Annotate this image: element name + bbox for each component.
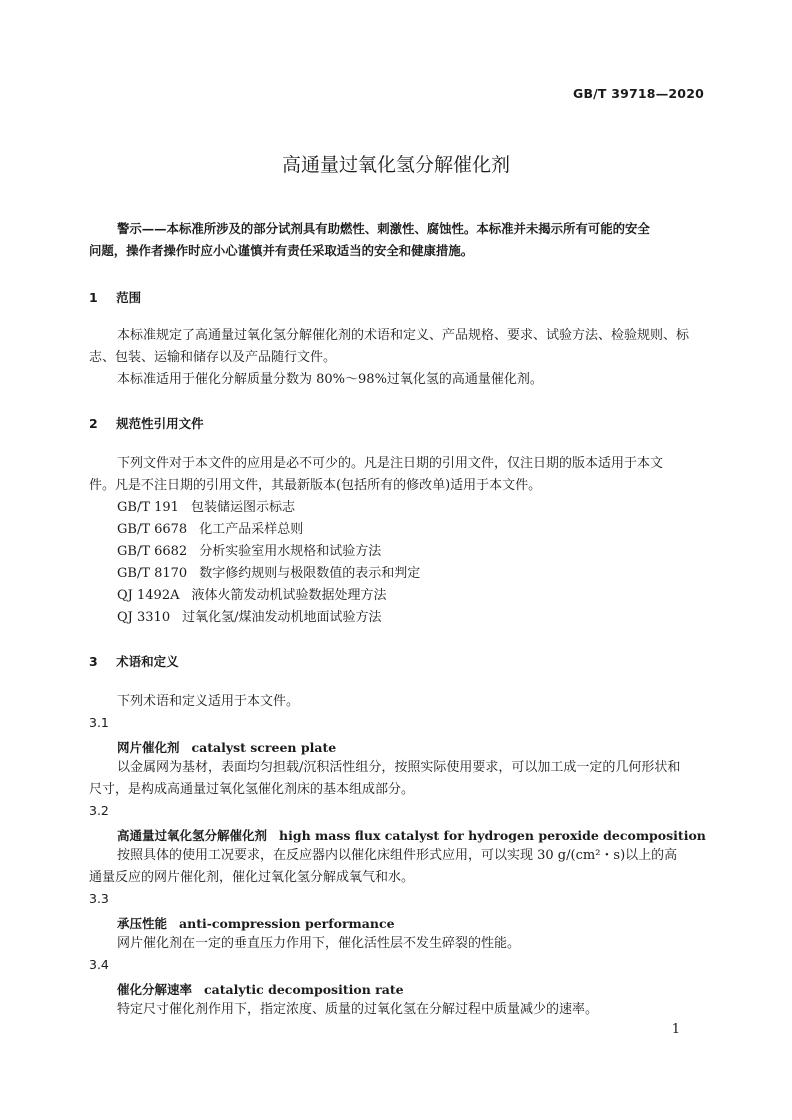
section-3-heading [89,652,179,670]
term-english: catalyst screen plate [191,740,337,755]
term-number: 3.1 [89,715,109,730]
reference-title: 化工产品采样总则 [199,522,304,537]
term-chinese: 高通量过氧化氢分解催化剂 [117,828,268,843]
reference-item [117,497,295,519]
page-number: 1 [671,1022,680,1037]
reference-item [117,585,387,607]
reference-item [117,563,420,585]
term-heading [117,825,706,844]
term-definition-line-1: 网片催化剂在一定的垂直压力作用下，催化活性层不发生碎裂的性能。 [117,936,521,951]
term-definition-line-1: 特定尺寸催化剂作用下，指定浓度、质量的过氧化氢在分解过程中质量减少的速率。 [117,1002,599,1017]
term-number: 3.4 [89,957,109,972]
reference-item [117,519,303,541]
section-1-number: 1 [89,290,98,305]
reference-title: 过氧化氢/煤油发动机地面试验方法 [182,610,382,625]
reference-code: QJ 1492A [117,588,180,603]
section-2-para-line-1: 下列文件对于本文件的应用是必不可少的。凡是注日期的引用文件，仅注日期的版本适用于本文 [117,456,664,471]
reference-code: GB/T 191 [117,500,179,515]
reference-code: GB/T 6682 [117,544,188,559]
reference-title: 液体火箭发动机试验数据处理方法 [191,588,387,603]
term-chinese: 催化分解速率 [117,982,193,997]
section-2-title: 规范性引用文件 [116,416,204,431]
section-1-title: 范围 [116,290,142,305]
section-1-heading [89,288,141,306]
term-heading [117,913,395,932]
section-2-heading [89,414,204,432]
reference-item [117,541,381,563]
term-english: anti-compression performance [179,916,395,931]
reference-item [117,607,381,629]
section-3-title: 术语和定义 [116,654,179,669]
section-1-para-1-line-2: 志、包装、运输和储存以及产品随行文件。 [89,350,337,365]
section-3-number: 3 [89,654,98,669]
document-title: 高通量过氧化氢分解催化剂 [281,154,510,176]
section-2-number: 2 [89,416,98,431]
term-english: high mass flux catalyst for hydrogen peroxide decomposition [279,828,706,843]
reference-title: 包装储运图示标志 [190,500,295,515]
reference-code: GB/T 8170 [117,566,188,581]
term-number: 3.3 [89,891,109,906]
term-definition-line-2: 尺寸，是构成高通量过氧化氢催化剂床的基本组成部分。 [89,782,415,797]
warning-line-1: 警示——本标准所涉及的部分试剂具有助燃性、刺激性、腐蚀性。本标准并未揭示所有可能的安全 [117,221,650,236]
term-chinese: 承压性能 [117,916,168,931]
term-definition-line-1: 按照具体的使用工况要求，在反应器内以催化床组件形式应用，可以实现 30 g/(cm²・s)以上的高 [117,848,678,863]
standard-number: GB/T 39718—2020 [572,86,704,101]
term-number: 3.2 [89,803,109,818]
warning-line-2: 问题，操作者操作时应小心谨慎并有责任采取适当的安全和健康措施。 [89,243,474,258]
term-definition-line-2: 通量反应的网片催化剂，催化过氧化氢分解成氧气和水。 [89,870,415,885]
term-chinese: 网片催化剂 [117,740,180,755]
reference-code: GB/T 6678 [117,522,188,537]
section-1-para-1-line-1: 本标准规定了高通量过氧化氢分解催化剂的术语和定义、产品规格、要求、试验方法、检验规则、标 [117,328,690,343]
reference-title: 数字修约规则与极限数值的表示和判定 [199,566,421,581]
reference-code: QJ 3310 [117,610,171,625]
reference-title: 分析实验室用水规格和试验方法 [199,544,382,559]
section-3-intro: 下列术语和定义适用于本文件。 [117,694,300,709]
section-1-para-2: 本标准适用于催化分解质量分数为 80%～98%过氧化氢的高通量催化剂。 [117,372,543,387]
term-heading [117,979,404,998]
term-heading [117,737,336,756]
term-english: catalytic decomposition rate [204,982,404,997]
term-definition-line-1: 以金属网为基材，表面均匀担载/沉积活性组分，按照实际使用要求，可以加工成一定的几何形状和 [117,760,681,775]
section-2-para-line-2: 件。凡是不注日期的引用文件，其最新版本(包括所有的修改单)适用于本文件。 [89,478,542,493]
